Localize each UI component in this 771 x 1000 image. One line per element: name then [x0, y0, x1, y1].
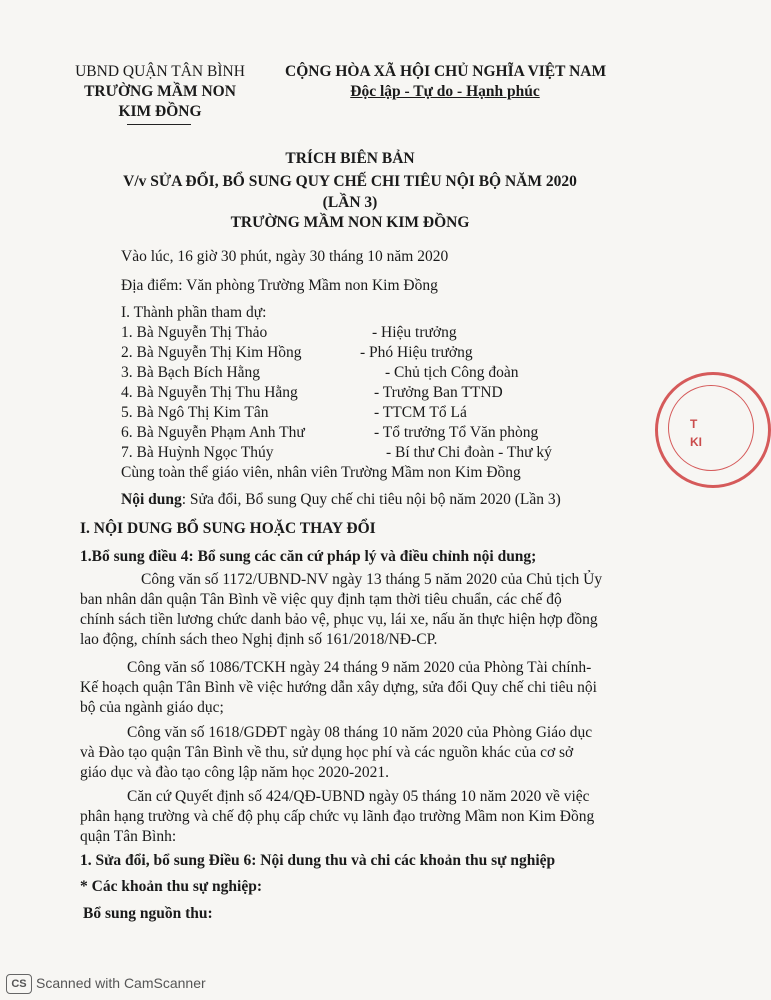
doc-revision: (LẦN 3) [322, 194, 378, 211]
national-motto: Độc lập - Tự do - Hạnh phúc [350, 83, 540, 100]
official-stamp [655, 372, 771, 488]
subsection-heading: * Các khoản thu sự nghiệp: [80, 878, 263, 895]
paragraph-line: bộ của ngành giáo dục; [80, 699, 224, 716]
stamp-text [690, 415, 702, 451]
stamp-line: KI [690, 435, 702, 449]
member-role: - Chủ tịch Công đoàn [385, 364, 519, 381]
scanner-watermark: Scanned with CamScanner [36, 975, 206, 991]
subsection-heading: 1. Sửa đổi, bổ sung Điều 6: Nội dung thu và chi các khoản thu sự nghiệp [80, 852, 556, 869]
member-role: - Tổ trưởng Tổ Văn phòng [374, 424, 539, 441]
member-name: 2. Bà Nguyễn Thị Kim Hồng [121, 344, 302, 361]
member-name: 6. Bà Nguyễn Phạm Anh Thư [121, 424, 305, 441]
camscanner-logo-icon: CS [6, 974, 32, 994]
national-header [285, 62, 605, 102]
all-staff-note: Cùng toàn thể giáo viên, nhân viên Trường Mầm non Kim Đồng [121, 464, 521, 481]
member-role: - Bí thư Chi đoàn - Thư ký [386, 444, 552, 461]
section-heading: I. NỘI DUNG BỔ SUNG HOẶC THAY ĐỔI [80, 520, 376, 537]
doc-school: TRƯỜNG MẦM NON KIM ĐỒNG [230, 214, 470, 231]
issuer-district: UBND QUẬN TÂN BÌNH [75, 63, 245, 80]
member-role: - Trưởng Ban TTND [374, 384, 503, 401]
subsection-heading: 1.Bổ sung điều 4: Bổ sung các căn cứ pháp lý và điều chỉnh nội dung; [80, 548, 537, 565]
member-role: - Phó Hiệu trưởng [360, 344, 473, 361]
paragraph-line: Căn cứ Quyết định số 424/QĐ-UBND ngày 05 tháng 10 năm 2020 về việc [127, 788, 590, 805]
issuer-block [60, 62, 260, 122]
issuer-divider [127, 124, 191, 125]
content-text: : Sửa đổi, Bổ sung Quy chế chi tiêu nội bộ năm 2020 (Lần 3) [181, 491, 561, 508]
issuer-school-line2: KIM ĐỒNG [118, 103, 202, 120]
member-role: - TTCM Tổ Lá [374, 404, 467, 421]
issuer-school-line1: TRƯỜNG MẦM NON [84, 83, 236, 100]
paragraph-line: ban nhân dân quận Tân Bình về việc quy định tạm thời tiêu chuẩn, các chế độ [80, 591, 562, 608]
member-name: 4. Bà Nguyễn Thị Thu Hằng [121, 384, 298, 401]
member-name: 1. Bà Nguyễn Thị Thảo [121, 324, 268, 341]
meeting-time: Vào lúc, 16 giờ 30 phút, ngày 30 tháng 10 năm 2020 [121, 248, 449, 265]
member-name: 5. Bà Ngô Thị Kim Tân [121, 404, 269, 421]
paragraph-line: quận Tân Bình: [80, 828, 177, 845]
paragraph-line: Công văn số 1618/GDĐT ngày 08 tháng 10 năm 2020 của Phòng Giáo dục [127, 724, 593, 741]
nation-title: CỘNG HÒA XÃ HỘI CHỦ NGHĨA VIỆT NAM [285, 63, 607, 80]
paragraph-line: và Đào tạo quận Tân Bình về thu, sử dụng học phí và các nguồn khác của cơ sở [80, 744, 574, 761]
paragraph-line: phân hạng trường và chế độ phụ cấp chức vụ lãnh đạo trường Mầm non Kim Đồng [80, 808, 595, 825]
meeting-place: Địa điểm: Văn phòng Trường Mầm non Kim Đồng [121, 277, 438, 294]
paragraph-line: Kế hoạch quận Tân Bình về việc hướng dẫn xây dựng, sửa đổi Quy chế chi tiêu nội [80, 679, 597, 696]
members-heading: I. Thành phần tham dự: [121, 304, 267, 321]
paragraph-line: giáo dục và đào tạo công lập năm học 2020-2021. [80, 764, 390, 781]
subsection-heading: Bổ sung nguồn thu: [83, 905, 213, 922]
content-label: Nội dung [121, 491, 182, 508]
member-name: 7. Bà Huỳnh Ngọc Thúy [121, 444, 274, 461]
member-name: 3. Bà Bạch Bích Hằng [121, 364, 261, 381]
member-role: - Hiệu trưởng [372, 324, 457, 341]
paragraph-line: Công văn số 1172/UBND-NV ngày 13 tháng 5 năm 2020 của Chủ tịch Ủy [141, 571, 603, 588]
doc-subject: V/v SỬA ĐỔI, BỔ SUNG QUY CHẾ CHI TIÊU NỘI BỘ NĂM 2020 [123, 173, 577, 190]
paragraph-line: chính sách tiền lương chức danh bảo vệ, phục vụ, lái xe, nấu ăn thực hiện hợp đồng [80, 611, 598, 628]
stamp-line: T [690, 417, 698, 431]
paragraph-line: lao động, chính sách theo Nghị định số 161/2018/NĐ-CP. [80, 631, 438, 648]
doc-title: TRÍCH BIÊN BẢN [285, 150, 415, 167]
paragraph-line: Công văn số 1086/TCKH ngày 24 tháng 9 năm 2020 của Phòng Tài chính- [127, 659, 592, 676]
content-line [121, 491, 561, 509]
